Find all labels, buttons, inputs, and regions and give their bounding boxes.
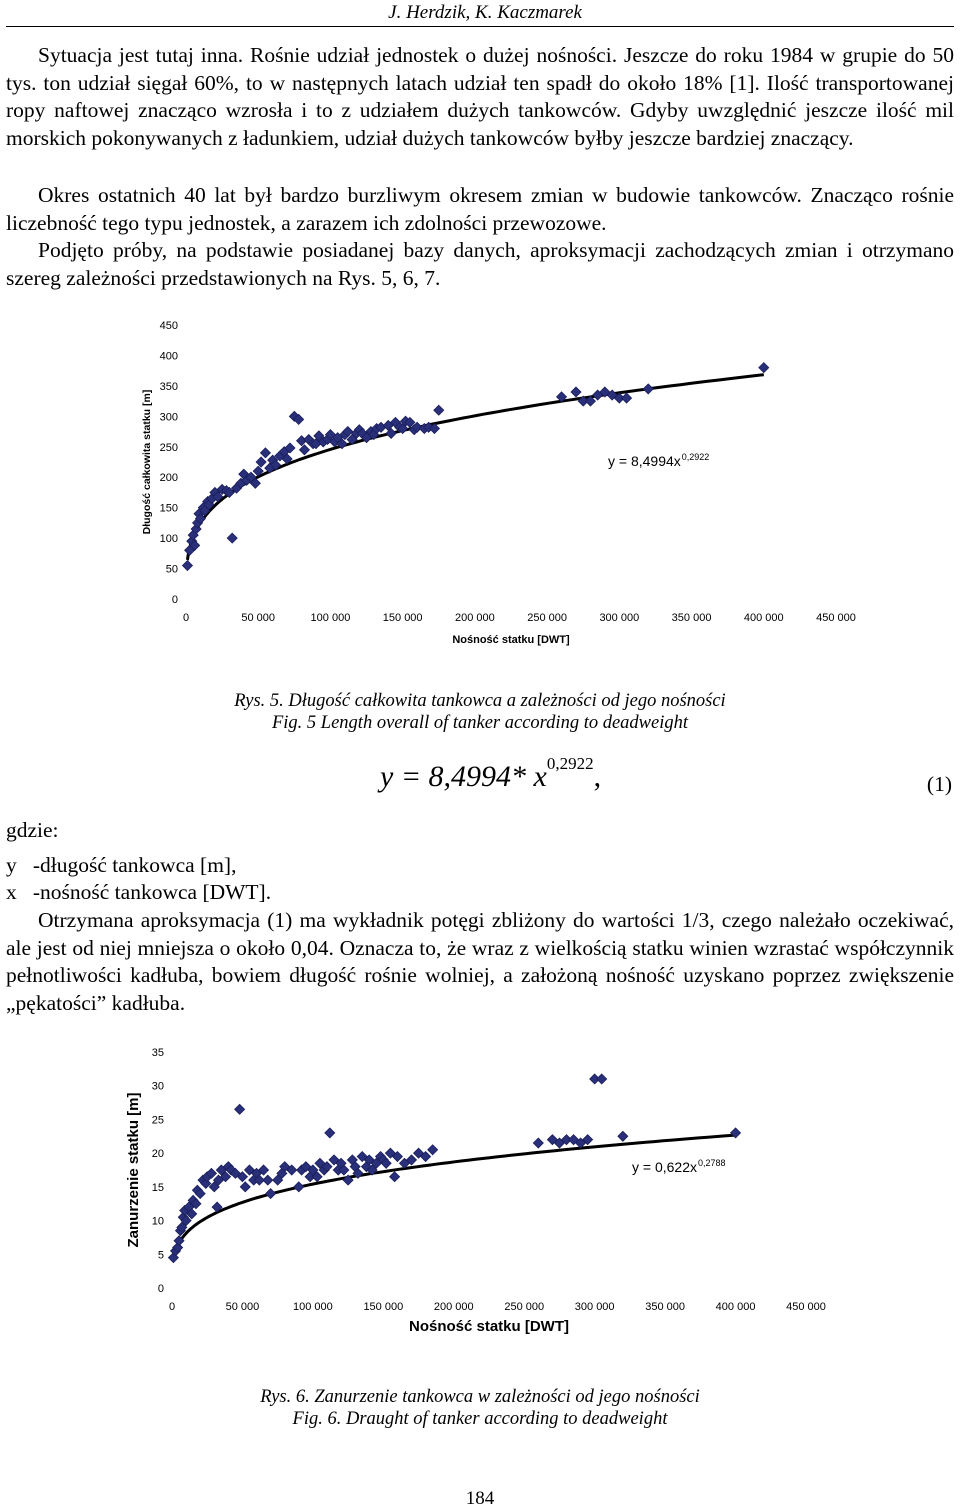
x-tick-label: 400 000 [715, 1301, 756, 1313]
x-axis-label: Nośność statku [DWT] [452, 634, 570, 646]
y-tick-label: 5 [157, 1249, 164, 1262]
x-tick-label: 200 000 [433, 1301, 474, 1313]
x-tick-label: 50 000 [225, 1301, 260, 1313]
x-tick-label: 300 000 [599, 612, 640, 624]
data-point [227, 533, 237, 543]
x-tick-label: 450 000 [786, 1301, 826, 1313]
data-point [260, 448, 270, 458]
x-tick-label: 250 000 [504, 1301, 545, 1313]
x-tick-label: 100 000 [310, 612, 351, 624]
paragraph-2 [6, 182, 954, 237]
figure-5-caption-en: Fig. 5 Length overall of tanker according to deadweight [271, 713, 688, 733]
y-tick-label: 300 [159, 411, 178, 424]
y-tick-label: 20 [151, 1148, 164, 1161]
figure-5-caption-pl: Rys. 5. Długość całkowita tankowca a zależności od jego nośności [234, 691, 726, 711]
y-tick-label: 25 [151, 1114, 164, 1127]
paragraph-4 [6, 907, 954, 1017]
x-tick-label: 0 [168, 1301, 176, 1313]
y-axis-label: Długość całkowita statku [m] [141, 389, 153, 535]
y-axis-label: Zanurzenie statku [m] [125, 1092, 142, 1248]
data-point [256, 457, 266, 467]
data-point [325, 1128, 335, 1138]
formula-lhs: y = 8,4994* x [380, 760, 547, 793]
data-point [571, 387, 581, 397]
x-tick-label: 350 000 [671, 612, 712, 624]
y-definition: y -długość tankowca [m], [6, 853, 237, 877]
data-point [235, 1104, 245, 1114]
y-tick-label: 0 [157, 1283, 164, 1295]
paragraph-1 [6, 42, 954, 152]
figure-6-caption [0, 1386, 960, 1430]
data-point [643, 384, 653, 394]
y-tick-label: 10 [151, 1215, 164, 1228]
trendline-equation: y = 8,4994x [608, 453, 681, 469]
y-tick-label: 50 [165, 563, 178, 576]
trendline-exponent: 0,2922 [681, 452, 710, 462]
trendline [173, 1135, 735, 1259]
y-tick-label: 450 [159, 320, 178, 332]
figure-6-caption-en: Fig. 6. Draught of tanker according to deadweight [292, 1409, 668, 1429]
x-tick-label: 0 [182, 612, 190, 624]
data-point [622, 393, 632, 403]
y-tick-label: 100 [159, 533, 178, 546]
x-tick-label: 150 000 [382, 612, 423, 624]
x-definition: x -nośność tankowca [DWT]. [6, 880, 272, 904]
data-point [266, 1189, 276, 1199]
data-point [533, 1138, 543, 1148]
data-point [390, 1172, 400, 1182]
data-point [428, 1145, 438, 1155]
header-rule [6, 26, 954, 27]
x-tick-label: 150 000 [363, 1301, 404, 1313]
x-tick-label: 50 000 [241, 612, 276, 624]
where-label: gdzie: [6, 818, 59, 842]
data-point [182, 561, 192, 571]
paragraph-1-text: Sytuacja jest tutaj inna. Rośnie udział jednostek o dużej nośności. Jeszcze do roku 1984 w grupie do 50 tys. ton udział sięgał 60%, to w następnych latach udział ten spadł do około 18% [1]. Ilość transportowanej ropy naftowej znacząco wzrosła i to z udziałem dużych tankowców. Gdyby uwzględnić jeszcze ilość mil morskich pokonywanych z ładunkiem, udział dużych tankowców byłby jeszcze bardziej znaczący. [6, 43, 954, 150]
y-tick-label: 30 [151, 1080, 164, 1093]
x-tick-label: 100 000 [293, 1301, 333, 1313]
data-point [299, 445, 309, 455]
y-tick-label: 350 [159, 380, 178, 393]
x-axis-label: Nośność statku [DWT] [408, 1318, 570, 1335]
paragraph-2-text: Okres ostatnich 40 lat był bardzo burzliwym okresem zmian w budowie tankowców. Znacząco rośnie liczebność tego typu jednostek, a zarazem ich zdolności przewozowe. [6, 183, 954, 235]
paragraph-3-text: Podjęto próby, na podstawie posiadanej bazy danych, aproksymacji zachodzących zmian i otrzymano szereg zależności przedstawionych na Rys. 5, 6, 7. [6, 238, 954, 290]
x-tick-label: 400 000 [743, 612, 784, 624]
data-point [240, 1182, 250, 1192]
x-tick-label: 450 000 [816, 612, 856, 624]
x-tick-label: 300 000 [574, 1301, 615, 1313]
formula-exponent: 0,2922 [546, 754, 594, 773]
y-tick-label: 0 [171, 594, 178, 606]
formula-1 [380, 754, 602, 794]
formula-tail: , [593, 760, 602, 793]
data-point [263, 1175, 273, 1185]
y-tick-label: 15 [151, 1181, 164, 1194]
x-tick-label: 200 000 [455, 612, 495, 624]
paragraph-3 [6, 237, 954, 292]
y-tick-label: 150 [159, 502, 178, 515]
y-tick-label: 200 [159, 472, 178, 485]
x-tick-label: 350 000 [645, 1301, 685, 1313]
trendline-exponent: 0,2788 [698, 1158, 726, 1168]
paragraph-4-text: Otrzymana aproksymacja (1) ma wykładnik potęgi zbliżony do wartości 1/3, czego należało oczekiwać, ale jest od niej mniejsza o około 0,04. Oznacza to, że wraz z wielkością statku winien wzrastać współczynnik pełnotliwości kadłuba, bowiem długość rośnie wolniej, a założoną nośność uzyskano poprzez zwiększenie „pękatości” kadłuba. [6, 908, 954, 1015]
data-point [759, 363, 769, 373]
y-tick-label: 35 [151, 1047, 164, 1059]
formula-number: (1) [926, 772, 952, 796]
y-tick-label: 250 [159, 441, 178, 454]
figure-6-chart [0, 1035, 960, 1350]
figure-5-chart [0, 310, 960, 660]
data-point [434, 405, 444, 415]
figure-5-caption [0, 690, 960, 734]
data-point [618, 1131, 628, 1141]
figure-6-caption-pl: Rys. 6. Zanurzenie tankowca w zależności od jego nośności [260, 1387, 700, 1407]
y-tick-label: 400 [159, 350, 178, 363]
data-point [294, 1182, 304, 1192]
data-point [597, 1074, 607, 1084]
x-tick-label: 250 000 [527, 612, 567, 624]
page-number: 184 [465, 1488, 495, 1509]
running-header: J. Herdzik, K. Kaczmarek [388, 2, 582, 23]
trendline-equation: y = 0,622x [632, 1159, 697, 1175]
